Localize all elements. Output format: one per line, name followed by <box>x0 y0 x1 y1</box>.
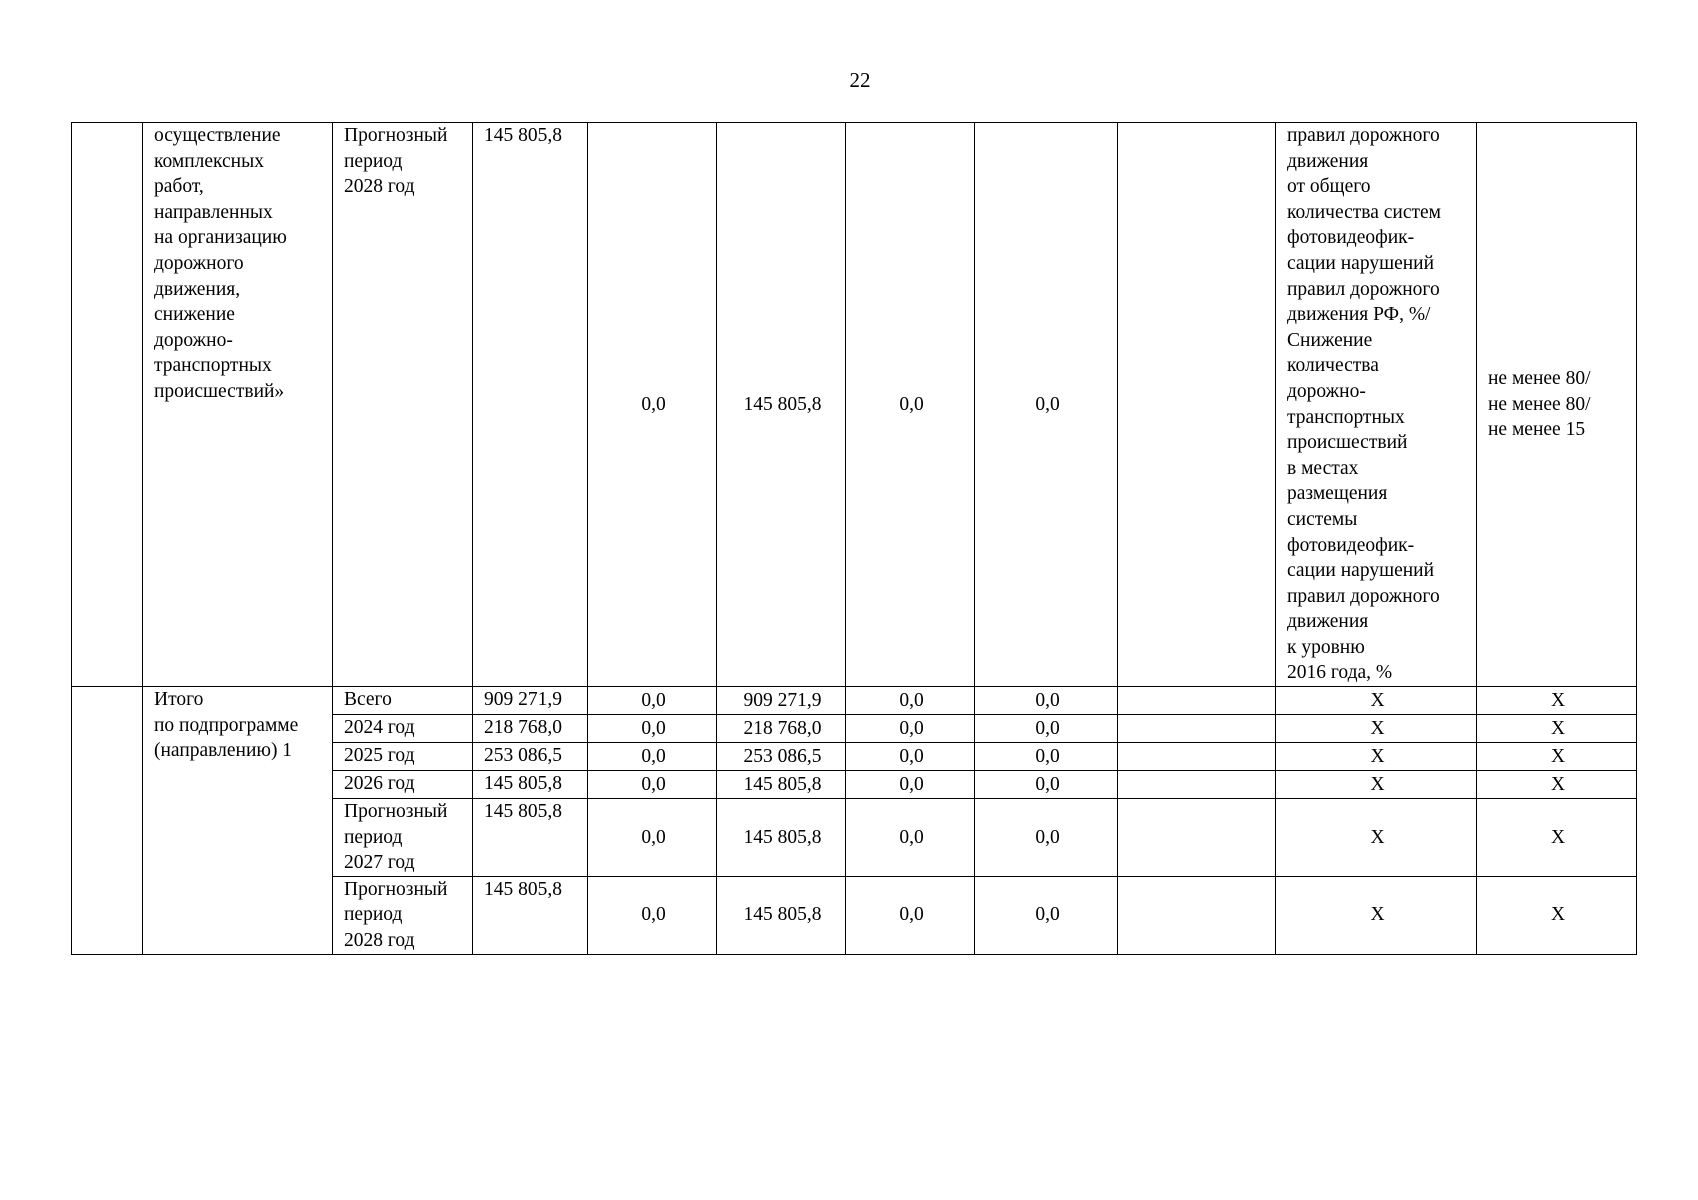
target-value-cell: Х <box>1477 743 1637 771</box>
period-cell: 2024 год <box>333 715 473 743</box>
value-cell: 218 768,0 <box>717 715 846 743</box>
target-value-cell: Х <box>1477 771 1637 799</box>
indicator-cell: Х <box>1276 771 1477 799</box>
total-label-cell: Итого по подпрограмме (направлению) 1 <box>143 687 333 955</box>
total-cell: 145 805,8 <box>473 799 588 877</box>
row-number-cell <box>72 123 143 687</box>
period-cell: Прогнозный период 2027 год <box>333 799 473 877</box>
table-row <box>72 123 1637 687</box>
target-value-cell: Х <box>1477 715 1637 743</box>
total-cell: 218 768,0 <box>473 715 588 743</box>
value-cell <box>1118 715 1276 743</box>
table-row <box>72 687 1637 715</box>
value-cell: 0,0 <box>975 123 1118 687</box>
value-cell <box>1118 743 1276 771</box>
value-cell: 0,0 <box>846 799 975 877</box>
indicator-cell: Х <box>1276 743 1477 771</box>
row-number-cell <box>72 687 143 955</box>
total-cell: 253 086,5 <box>473 743 588 771</box>
value-cell: 0,0 <box>588 771 717 799</box>
period-cell: 2025 год <box>333 743 473 771</box>
value-cell: 0,0 <box>975 771 1118 799</box>
value-cell: 0,0 <box>975 799 1118 877</box>
program-table <box>71 122 1637 955</box>
period-cell: Всего <box>333 687 473 715</box>
page-number: 22 <box>849 68 871 92</box>
value-cell: 145 805,8 <box>717 123 846 687</box>
indicator-cell: Х <box>1276 876 1477 954</box>
indicator-cell: правил дорожного движения от общего количества систем фотовидеофик- сации нарушений правил дорожного движения РФ, %/ Снижение количества дорожно- транспортных происшествий в местах размещения системы фотовидеофик- сации нарушений правил дорожного движения к уровню 2016 года, % <box>1276 123 1477 687</box>
value-cell: 0,0 <box>975 876 1118 954</box>
value-cell: 0,0 <box>975 715 1118 743</box>
value-cell: 0,0 <box>975 687 1118 715</box>
value-cell: 0,0 <box>588 743 717 771</box>
total-cell: 909 271,9 <box>473 687 588 715</box>
target-value-cell: Х <box>1477 687 1637 715</box>
total-cell: 145 805,8 <box>473 123 588 687</box>
value-cell: 0,0 <box>588 687 717 715</box>
value-cell <box>1118 799 1276 877</box>
value-cell: 0,0 <box>846 123 975 687</box>
value-cell: 0,0 <box>846 771 975 799</box>
indicator-cell: Х <box>1276 799 1477 877</box>
value-cell <box>1118 771 1276 799</box>
value-cell: 0,0 <box>846 876 975 954</box>
period-cell: Прогнозный период 2028 год <box>333 876 473 954</box>
value-cell: 0,0 <box>846 715 975 743</box>
value-cell: 0,0 <box>588 715 717 743</box>
value-cell <box>1118 876 1276 954</box>
value-cell: 253 086,5 <box>717 743 846 771</box>
target-value-cell: Х <box>1477 876 1637 954</box>
measure-name-cell: осуществление комплексных работ, направленных на организацию дорожного движения, снижение дорожно- транспортных происшествий» <box>143 123 333 687</box>
value-cell: 145 805,8 <box>717 876 846 954</box>
value-cell: 145 805,8 <box>717 799 846 877</box>
total-cell: 145 805,8 <box>473 876 588 954</box>
indicator-cell: Х <box>1276 687 1477 715</box>
value-cell: 0,0 <box>846 743 975 771</box>
value-cell: 0,0 <box>975 743 1118 771</box>
target-value-cell: Х <box>1477 799 1637 877</box>
target-value-cell: не менее 80/ не менее 80/ не менее 15 <box>1477 123 1637 687</box>
value-cell: 909 271,9 <box>717 687 846 715</box>
value-cell: 145 805,8 <box>717 771 846 799</box>
value-cell: 0,0 <box>846 687 975 715</box>
value-cell: 0,0 <box>588 123 717 687</box>
value-cell: 0,0 <box>588 799 717 877</box>
value-cell: 0,0 <box>588 876 717 954</box>
total-cell: 145 805,8 <box>473 771 588 799</box>
period-cell: Прогнозный период 2028 год <box>333 123 473 687</box>
value-cell <box>1118 123 1276 687</box>
value-cell <box>1118 687 1276 715</box>
period-cell: 2026 год <box>333 771 473 799</box>
indicator-cell: Х <box>1276 715 1477 743</box>
